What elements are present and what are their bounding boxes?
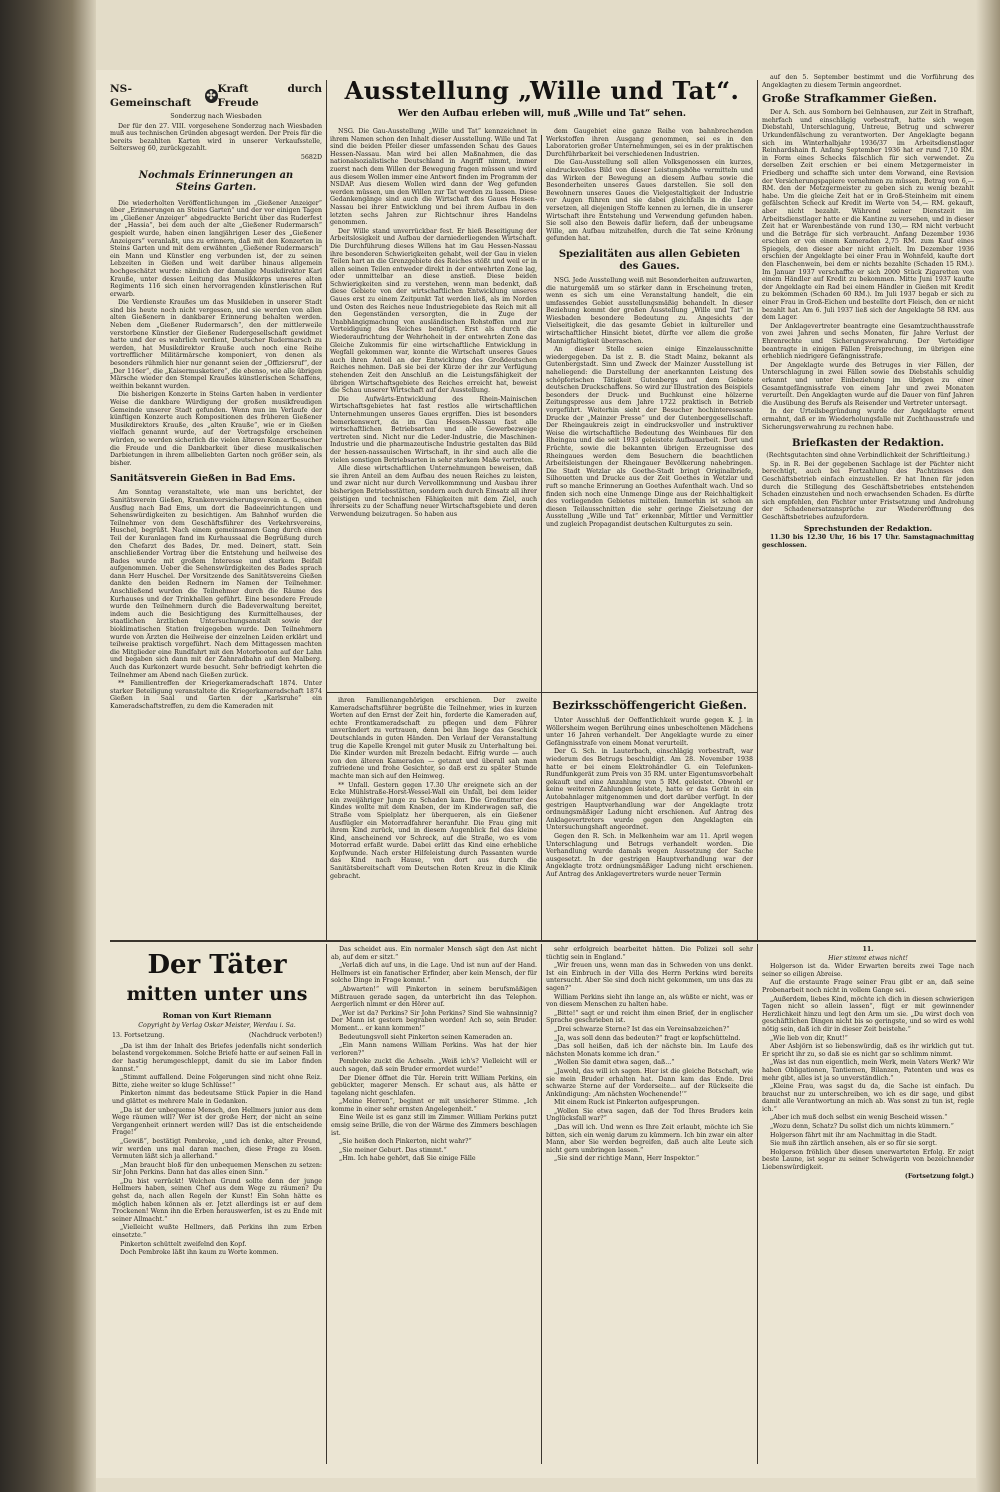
schoeffen-paragraph: Der G. Sch. in Lauterbach, einschlägig vorbestraft, war wiederum des Betrugs beschuldigt. Am 28. November 1938 hatte er bei einem Elektrohändler G. ein Telefunken-Rundfunkgerät zum Preis von 35 RM. unter Eigentumsvorbehalt gekauft und eine Anzahlung von 5 RM. geleistet. Obwohl er keine weiteren Zahlungen leistete, hatte er das Gerät in ein Autobahnlager mitgenommen und dort darüber verfügt. In der gestrigen Hauptverhandlung war der Angeklagte trotz ordnungsmäßiger Ladung nicht erschienen. Auf Antrag des Anklagevertreters wurde gegen den Angeklagten ein Untersuchungshaft angeordnet. — [546, 748, 753, 832]
column-rule — [326, 80, 327, 940]
roman-paragraph: „Vielleicht wußte Hellmers, daß Perkins ihn zum Erben einsetzte.“ — [112, 1224, 322, 1240]
section-rule — [110, 940, 976, 942]
verdict-paragraph: Der Anklagevertreter beantragte eine Gesamtzuchthausstrafe von zwei Jahren und sechs Monaten, für Jahre Verlust der Ehrenrechte und Sicherungsverwahrung. Der Verteidiger beantragte in einigen Fällen Freisprechung, im übrigen eine erheblich niedrigere Gefängnisstrafe. — [762, 322, 974, 361]
hours-title: Sprechstunden der Redaktion. — [803, 524, 933, 534]
roman-paragraph: „Das will ich. Und wenn es Ihre Zeit erlaubt, möchte ich Sie bitten, sich ein wenig darum zu kümmern. Ich bin zwar ein alter Mann, aber Sie werden begreifen, daß auch alte Leute sich nicht gern umbringen lassen.“ — [546, 1124, 753, 1154]
schoeffen-paragraph: Unter Ausschluß der Oeffentlichkeit wurde gegen K. J. in Wöllersheim wegen Berührung eines unbescholtenen Mädchens unter 16 Jahren verhandelt. Der Angeklagte wurde zu einer Gefängnisstrafe von einem Monat verurteilt. — [546, 717, 753, 747]
section-rule — [326, 692, 758, 693]
briefkasten-title: Briefkasten der Redaktion. — [792, 438, 944, 450]
roman-paragraph: „Wozu denn, Schatz? Du sollst dich um nichts kümmern.“ — [770, 1123, 954, 1131]
roman-copyright: Copyright by Verlag Oskar Meister, Werdau i. Sa. — [138, 1021, 296, 1029]
roman-paragraph: „Meine Herren“, beginnt er mit unsicherer Stimme. „Ich komme in einer sehr ernsten Angelegenheit.“ — [331, 1098, 537, 1113]
roman-paragraph: William Perkins sieht ihn lange an, als wüßte er nicht, was er von diesem Menschen zu halten habe. — [546, 993, 753, 1009]
roman-paragraph: Holgerson fröhlich über diesen unerwarteten Erfolg. Er zeigt beste Laune, ist sogar zu seiner Schwägerin von bezeichnender Liebenswürdigkeit. — [762, 1148, 974, 1172]
roman-reprint-note: (Nachdruck verboten!) — [248, 1032, 322, 1040]
kdf-subtitle: Sonderzug nach Wiesbaden — [170, 112, 262, 120]
roman-installment-line — [112, 1032, 322, 1040]
schoeffen-title: Bezirksschöffengericht Gießen. — [552, 699, 747, 712]
column-rule — [326, 944, 327, 1464]
roman-column-3 — [546, 946, 753, 1464]
roman-paragraph: Pembroke zuckt die Achseln. „Weiß ich's? Vielleicht will er auch sagen, daß sein Bruder ermordet wurde!“ — [331, 1058, 537, 1073]
roman-paragraph: Pinkerton schüttelt zweifelnd den Kopf. — [120, 1240, 247, 1248]
roman-paragraph: Holgerson fährt mit ihr am Nachmittag in die Stadt. — [770, 1131, 937, 1139]
roman-paragraph: „Stimmt auffallend. Deine Folgerungen sind nicht ohne Reiz. Bitte, ziehe weiter so kluge Schlüsse!“ — [112, 1074, 322, 1089]
ausstellung-column-1 — [330, 128, 537, 688]
roman-paragraph: Aber Asbjörn ist so liebenswürdig, daß es ihr wirklich gut tut. Er spricht ihr zu, so daß sie es nicht gar so schlimm nimmt. — [762, 1043, 974, 1058]
verdict-paragraph: In der Urteilsbegründung wurde der Angeklagte erneut ermahnt, daß er im Wiederholungsfalle mit Zuchthausstrafe und Sicherungsverwahrung zu rechnen habe. — [762, 408, 974, 431]
roman-paragraph: „Was ist das nun eigentlich, mein Werk, mein Vaters Werk? Wir haben Obligationen, Tantiemen, Bilanzen, Patenten und was es mehr gibt, alles ist ja so unverständlich.“ — [762, 1059, 974, 1082]
roman-paragraph: Doch Pembroke läßt ihn kaum zu Worte kommen. — [120, 1249, 279, 1257]
book-binding — [0, 0, 96, 1492]
chapter-number: 11. — [862, 946, 874, 953]
roman-paragraph: „Wer ist da? Perkins? Sir John Perkins? Sind Sie wahnsinnig? Der Mann ist gestern begraben worden! Ach so, sein Bruder. Moment... er kann kommen!“ — [331, 1009, 537, 1032]
strafkammer-paragraph: Der A. Sch. aus Somborn bei Gelnhausen, zur Zeit in Strafhaft, mehrfach und einschlägig vorbestraft, hatte sich wegen Diebstahl, Unterschlagung, Untreue, Betrug und schwerer Urkundenfälschung zu verantworten. Der Angeklagte begann sich im Winterhalbjahr 1936/37 im Arbeitsdienstlager Reinhardshain fl. Anfang September 1936 hat er rund 7,10 RM. in Form eines Schecks fälschlich für sich verwendet. Zu derselben Zeit erschien er bei einem Metzgermeister in Friedberg und schaffte sich unter dem Vorwand, eine Revision der Versicherungspapiere vornehmen zu müssen, Betrag von 6,— RM. den der Metzgermeister zu geben sich zu wenig bezahlt habe. Um die gleiche Zeit hat er in Groß-Steinheim mit einem gefälschten Scheck auf Kredit im Werte von 54,— RM. gekauft, aber nicht bezahlt. Während seiner Dienstzeit im Arbeitsdienstlager hatte er die Kantine zu versehen, und in dieser Zeit hat er Warenbestände von rund 130,— RM nicht verbucht und die Beträge für sich verbraucht. Anfang Dezember 1936 erschien er von einem Kameraden 2,75 RM. zum Kauf eines Spiegels, den dieser aber nicht erhielt. Im Dezember 1936 erschien der Angeklagte bei einer Frau in Wohnfeld, kaufte dort den Flaschenwein, bei dem er nichts bezahlte (Schaden 15 RM.). Im Januar 1937 verschaffte er sich 2000 Stück Zigaretten von einem Händler auf Kredit zu bekommen. Mitte Juni 1937 kaufte der Angeklagte ein Rad bei einem Händler in Gießen mit Kredit zu bekommen (Schaden 60 RM.). Im Juli 1937 begab er sich zu einer Frau in Groß-Eichen und bestellte dort Fleisch, den er nicht bezahlt hat. Am 6. Juli 1937 ließ sich der Angeklagte 58 RM. aus dem Lager. — [762, 109, 974, 322]
column-rule — [757, 944, 758, 1464]
roman-title-line2: mitten unter uns — [126, 983, 308, 1005]
roman-paragraph: „Sie heißen doch Pinkerton, nicht wahr?“ — [339, 1138, 472, 1146]
roman-paragraph: „Wollen Sie etwa sagen, daß der Tod Ihres Bruders kein Unglücksfall war?“ — [546, 1107, 753, 1123]
roman-paragraph: Sie muß ihn zärtlich ansehen, als er so für sie sorgt. — [770, 1140, 937, 1148]
roman-paragraph: „Du bist verrückt! Welchen Grund sollte denn der junge Hellmers haben, seinen Chef aus dem Wege zu räumen? Du gehst da, nach allen Regeln der Kunst! Ein Sohn hätte es möglich haben können als er. Jetzt allerdings ist er auf dem Trockenen! Wenn ihn die Erben herauswerfen, ist es zu Ende mit seiner Allmacht.“ — [112, 1177, 322, 1223]
right-top-text: auf den 5. September bestimmt und die Vorführung des Angeklagten zu diesem Termin angeordnet. — [762, 74, 974, 89]
roman-paragraph: „Gewiß“, bestätigt Pembroke, „und ich denke, alter Freund, wir werden uns mal daran machen, diese Frage zu lösen. Vermuten läßt sich ja allerhand.“ — [112, 1137, 322, 1161]
steins-paragraph: Die bisherigen Konzerte in Steins Garten haben in verdienter Weise die dankbare Würdigung der großen musikfreudigen Gemeinde unserer Stadt gefunden. Wenn nun im Verlaufe der künftigen Konzerte auch Kompositionen des früheren Gießener Musikdirektors Krauße, des „alten Krauße“, wie er in Gießen vielfach genannt wurde, auf der Vortragsfolge erscheinen würden, so werden sicherlich die vielen älteren Konzertbesucher die Freude und die Dankbarkeit über diese musikalischen Darbietungen in ihrem allbeliebten Garten noch größer sein, als bisher. — [110, 391, 322, 467]
roman-paragraph: „Kleine Frau, was sagst du da, die Sache ist einfach. Du brauchst nur zu unterschreiben, wo ich es dir sage, und gibst damit alle Verantwortung an mich ab. Was sonst zu tun ist, regle ich.“ — [762, 1083, 974, 1113]
left-column — [110, 82, 322, 938]
roman-paragraph: Auf die erstaunte Frage seiner Frau gibt er an, daß seine Probenarbeit noch nicht in vollem Gange sei. — [762, 979, 974, 994]
roman-paragraph: „Hm. Ich habe gehört, daß Sie einige Fälle — [339, 1155, 476, 1163]
roman-column-1 — [112, 1012, 322, 1464]
kdf-emblem-icon: ✣ — [206, 89, 216, 102]
roman-paragraph: „Drei schwarze Sterne? Ist das ein Vereinsabzeichen?“ — [554, 1025, 730, 1033]
spezial-title: Spezialitäten aus allen Gebieten des Gaues. — [558, 248, 741, 272]
ausstellung-paragraph: Die Aufwärts-Entwicklung des Rhein-Mainischen Wirtschaftsgebietes hat fast restlos alle wirtschaftlichen Unternehmungen unseres Gaues ergriffen. Dies ist besonders bemerkenswert, da im Gau Hessen-Nassau fast alle wirtschaftlichen Betriebsarten und alle Gewerbezweige vertreten sind. Nicht nur die Leder-Industrie, die Maschinen-Industrie und die pharmazeutische Industrie gestalten das Bild der hessen-nassauischen Wirtschaft, in ihr sind auch alle die vielen sonstigen Betriebsarten in sehr starkem Maße vertreten. — [330, 395, 537, 464]
steins-paragraph: Die Verdienste Kraußes um das Musikleben in unserer Stadt sind bis heute noch nicht vergessen, und sie werden von allen alten Gießenern in dankbarer Erinnerung behalten werden. Neben dem „Gießener Rudermarsch“, den der mittlerweile verstorbene Künstler der Gießener Rudergesellschaft gewidmet hatte und der es wahrlich verdient, Deutscher Rudermarsch zu werden, hat Musikdirektor Krauße auch noch eine Reihe vortrefflicher Militärmärsche komponiert, von denen als besonders rühmlich hier nur genannt seien der „Offiziersruf“, der „Der 116er“, die „Kaisermusketiere“, die ebenso, wie alle übrigen Märsche wieder den Stempel Kraußes künstlerischen Schaffens, weithin bekannt wurden. — [110, 299, 322, 390]
roman-paragraph: „Da ist ihm der Inhalt des Briefes jedenfalls nicht sonderlich belastend vorgekommen. Solche Briefe hatte er auf seinen Fall in der hastig herumgeschleppt, damit du sie im Labor finden kannst.“ — [112, 1042, 322, 1073]
roman-paragraph: „Wie lieb von dir, Knut!“ — [770, 1034, 848, 1042]
briefkasten-body: Sp. in R. Bei der gegebenen Sachlage ist der Pächter nicht berechtigt, auch bei Fortzahlung des Pachtzinses den Geschäftsbetrieb einfach einzustellen. Er hat Ihnen für jeden durch die Stillegung des Geschäftsbetriebes entstehenden Schaden einzustehen und noch erwachsenden Schaden. Es dürfte sich empfehlen, den Pächter unter Fristsetzung und Androhung der Schadenersatzansprüche zur Wiedereröffnung des Geschäftsbetriebes aufzufordern. — [762, 460, 974, 521]
roman-paragraph: sehr erfolgreich bearbeitet hätten. Die Polizei soll sehr tüchtig sein in England.“ — [546, 946, 753, 961]
briefkasten-subtitle: (Rechtsgutachten sind ohne Verbindlichkeit der Schriftleitung.) — [766, 452, 970, 460]
ausstellung-paragraph: NSG. Die Gau-Ausstellung „Wille und Tat“ kennzeichnet in ihrem Namen schon den Inhalt dieser Ausstellung. Wille und Tat sind die beiden Pfeiler dieser umfassenden Schau des Gaues Hessen-Nassau. Man wird bei allen Maßnahmen, die das nationalsozialistische Deutschland in Angriff nimmt, immer zuerst nach dem Willen der Bewegung fragen müssen und wird aus diesem Wollen immer eine Antwort finden im Programm der NSDAP. Aus diesem Wollen wird dann der Weg gefunden werden müssen, um den Willen zur Tat werden zu lassen. Diese Gedankengänge sind auch die Wirtschaft des Gaues Hessen-Nassau bei ihrer Entwicklung und bei ihrem Aufbau in den letzten sechs Jahren zur Richtschnur ihres Handelns genommen. — [330, 128, 537, 227]
roman-paragraph: „Sie sind der richtige Mann, Herr Inspektor.“ — [554, 1155, 700, 1163]
roman-paragraph: „Das soll heißen, daß ich der nächste bin. Im Laufe des nächsten Monats komme ich dran.“ — [546, 1043, 753, 1058]
roman-paragraph: „Wir freuen uns, wenn man das in Schweden von uns denkt. Ist ein Einbruch in der Villa des Herrn Perkins wird bereits untersucht. Aber Sie sind doch nicht gekommen, um uns das zu sagen?“ — [546, 962, 753, 992]
kdf-title-right: Kraft durch Freude — [217, 83, 322, 109]
page-edge — [976, 0, 1000, 1492]
schoeffen-column — [546, 697, 753, 937]
roman-paragraph: „Ein Mann namens William Perkins. Was hat der hier verloren?“ — [331, 1042, 537, 1057]
roman-paragraph: „Man braucht bloß für den unbequemen Menschen zu setzen: Sir John Perkins. Dann hat das alles einen Sinn.“ — [112, 1161, 322, 1177]
ausstellung-column-2 — [546, 128, 753, 688]
roman-paragraph: „Außerdem, liebes Kind, möchte ich dich in diesen schwierigen Tagen nicht so allein lassen“, fügt er mit gewinnender Herzlichkeit hinzu und legt den Arm um sie. „Du wirst doch von geschäftlichen Dingen nicht bis so geringste, und so wird es wohl nötig sein, daß ich dir in dieser Zeit beistehe.“ — [762, 995, 974, 1033]
kameradschaft-paragraph: ihren Familienangehörigen erschienen. Der zweite Kameradschaftsführer begrüßte die Teilnehmer, wies in kurzen Worten auf den Ernst der Zeit hin, forderte die Kameraden auf, echte Frontkameradschaft zu pflegen und dem Führer unverändert zu vertrauen, denn bei ihm liege das Geschick Deutschlands in guten Händen. Den Verlauf der Veranstaltung trug die Kapelle Krengel mit guter Musik zu Unterhaltung bei. Die Kinder wurden mit Brezeln bedacht. Eifrig wurde — auch von den älteren Kameraden — getanzt und überall sah man zufriedene und frohe Gesichter, so daß erst zu später Stunde machte man sich auf den Heimweg. — [330, 697, 537, 780]
schoeffen-paragraph: Gegen den R. Sch. in Melkenheim war am 11. April wegen Unterschlagung und Betrugs verhandelt worden. Die Verhandlung wurde damals wegen Aussetzung der Sache ausgesetzt. In der gestrigen Hauptverhandlung war der Angeklagte trotz ordnungsmäßiger Ladung nicht erschienen. Auf Antrag des Anklagevertreters wurde neuer Termin — [546, 832, 753, 878]
roman-paragraph: „Sie meiner Geburt. Das stimmt.“ — [339, 1146, 447, 1154]
roman-column-4 — [762, 946, 974, 1464]
kdf-body: Der für den 27. VIII. vorgesehene Sonderzug nach Wiesbaden muß aus technischen Gründen abgesagt werden. Der Preis für die bereits bezahlten Karten wird in unserer Verkaufsstelle, Seltersweg 60, zurückgezahlt. — [110, 122, 322, 153]
unfall-paragraph: ** Unfall. Gestern gegen 17.30 Uhr ereignete sich an der Ecke Mühlstraße-Horst-Wessel-Wall ein Unfall, bei dem leider ein zweijähriger Junge zu Schaden kam. Die Großmutter des Kindes wollte mit dem Knaben, der im Kinderwagen saß, die Straße vom Spielplatz her überqueren, als ein Gießener Ausflügler ein Motorradfahrer heranfuhr. Die Frau ging mit ihrem Kind zurück, und in diesem Augenblick fiel das kleine Kind, anscheinend vor Schreck, auf die Straße, wo es vom Motorrad erfaßt wurde. Dabei erlitt das Kind eine erhebliche Kopfwunde. Nach erster Hilfeleistung durch Passanten wurde das Kind nach Hause, von dort aus durch die Sanitätsbereitschaft vom Deutschen Roten Kreuz in die Klinik gebracht. — [330, 781, 537, 880]
steins-paragraph: Die wiederholten Veröffentlichungen im „Gießener Anzeiger“ über „Erinnerungen an Steins Garten“ und der vor einigen Tagen im „Gießener Anzeiger“ abgedruckte Bericht über das Ruderfest der „Hassia“, bei dem auch der alte „Gießener Rudermarsch“ gespielt wurde, haben einen langjährigen Leser des „Gießener Anzeigers“ veranlaßt, uns zu erinnern, daß mit den Konzerten in Steins Garten und mit dem erwähnten „Gießener Rudermarsch“ ein Mann und Künstler eng verbunden ist, der zu seinen Lebzeiten in Gießen und weit darüber hinaus allgemein hochgeschätzt wurde: nämlich der damalige Musikdirektor Karl Krauße, unter dessen Leitung das Musikkorps unseres alten Regiments 116 sich einen hervorragenden künstlerischen Ruf erwarb. — [110, 199, 322, 298]
spezial-paragraph: NSG. Jede Ausstellung weiß mit Besonderheiten aufzuwarten, die naturgemäß um so stärker dann in Erscheinung treten, wenn es sich um eine Veranstaltung handelt, die ein umfassendes Gebiet ausstellungsmäßig behandelt. In dieser Beziehung kommt der großen Ausstellung „Wille und Tat“ in Wiesbaden besondere Bedeutung zu. Angesichts der Vielseitigkeit, die das gesamte Gebiet in kultureller und wirtschaftlicher Hinsicht bietet, dürfte vor allem die große Mannigfaltigkeit überraschen. — [546, 276, 753, 345]
column-rule — [541, 135, 542, 940]
ausstellung-paragraph: dem Gaugebiet eine ganze Reihe von bahnbrechenden Werkstoffen ihren Ausgang genommen, sei es in den Laboratorien großer Unternehmungen, sei es in der praktischen Durchführbarkeit bei verschiedenen Industrien. — [546, 128, 753, 158]
kdf-header — [110, 82, 322, 110]
steins-title: Nochmals Erinnerungen an Steins Garten. — [138, 169, 294, 193]
sanitaet-paragraph: Am Sonntag veranstaltete, wie man uns berichtet, der Sanitätsverein Gießen, Krankenversicherungsverein a. G., einen Ausflug nach Bad Ems, um dort die Badeeinrichtungen und Sehenswürdigkeiten zu besichtigen. Am Bahnhof wurden die Teilnehmer von dem Geschäftsführer des Verkehrsvereins, Huschel, begrüßt. Nach einem gemeinsamen Gang durch einen Teil der Kuranlagen fand im Kurhaussaal die Begrüßung durch den Chefarzt des Bades, Dr. med. Deinert, statt. Sein anschließender Vortrag über die Entstehung und heilweise des Bades wurde mit großem Interesse und starkem Beifall aufgenommen. Ueber die Sehenswürdigkeiten des Bades sprach dann Herr Huschel. Der Vorsitzende des Sanitätsvereins Gießen dankte den beiden Rednern im Namen der Teilnehmer. Anschließend wurden die Teilnehmer durch die Räume des Kurhauses und der Trinkhallen geführt. Eine besondere Freude wurde den Teilnehmern durch die Badeverwaltung bereitet, indem auch die Besichtigung des Kurmittelhauses, der staatlichen ärztlichen Untersuchungsanstalt sowie der bioklimatischen Station freigegeben wurde. Den Teilnehmern wurde von Ärzten die Heilweise der einzelnen Leiden erklärt und teilweise praktisch vorgeführt. Nach dem Mittagessen machten die Mitglieder eine Rundfahrt mit den Motorbooten auf der Lahn und begaben sich dann mit der Zahnradbahn auf den Malberg. Auch das Kurkonzert wurde besucht. Sehr befriedigt kehrten die Teilnehmer am Abend nach Gießen zurück. — [110, 489, 322, 679]
roman-title-line1: Der Täter — [147, 950, 287, 980]
right-column — [762, 74, 974, 938]
sanitaet-title: Sanitätsverein Gießen in Bad Ems. — [110, 473, 296, 485]
column-rule — [541, 944, 542, 1464]
roman-paragraph: „Ja, was soll denn das bedeuten?“ fragt er kopfschüttelnd. — [554, 1034, 741, 1042]
ausstellung-paragraph: Alle diese wirtschaftlichen Unternehmungen beweisen, daß sie ihren Anteil an dem Aufbau des neuen Reiches zu leisten, und zwar nicht nur durch Vervollkommnung und Ausbau ihrer bisherigen Betriebsstätten, sondern auch durch Einsatz all ihrer geistigen und technischen Fähigkeiten mit dem Ziel, auch ihrerseits zu der Schaffung neuer Wirtschaftsgebiete und deren Verwendung beizutragen. So haben aus — [330, 465, 537, 518]
roman-paragraph: „Da ist der unbequeme Mensch, den Hellmers junior aus dem Wege räumen will? Wer ist der große Herr, der nicht an seine Vergangenheit erinnert werden will? Das ist die entscheidende Frage!“ — [112, 1106, 322, 1137]
spezial-paragraph: An dieser Stelle seien einige Einzelausschnitte wiedergegeben. Da ist z. B. die Stadt Mainz, bekannt als Gutenbergstadt. Sinn und Zweck der Mainzer Ausstellung ist naheliegend: die Darstellung der anerkannten Leistung des schöpferischen Tätigkeit Gutenbergs auf dem Gebiete deutschen Druckschaffens. So wird zur Illustration des Beispiels besonders der Druck- und Buchkunst eine hölzerne Zeitungspresse aus dem Jahre 1722 praktisch in Betrieb vorgeführt. Weiterhin sieht der Besucher hochinteressante Drucke der „Mainzer Presse“ und der Gutenberggesellschaft. Der Rheingaukreis zeigt in eindrucksvoller und instruktiver Weise die wirtschaftliche Bedeutung des Weinbaues für den Rheingau und die seit 1933 geleistete Aufbauarbeit. Dort und Früchte, sowie die bekannten übrigen Erzeugnisse des Rheingaues werden dem Besuchern die beachtlichen Arbeitsleistungen der Rheingauer Bevölkerung nahebringen. Die Stadt Wetzlar als Goethe-Stadt bringt Originalbriefe, Silhouetten und Drucke aus der Zeit Goethes in Wetzlar und ruft so manche Erinnerung an Goethes Aufenthalt wach. Und so finden sich noch eine Unmenge Dinge aus der Reichhaltigkeit des vorliegenden Gebietes mitteilen. Immerhin ist schon an diesen Teilausschnitten die sehr geringe Zielsetzung der Ausstellung „Wille und Tat“ erkennbar, Mittler und Vermittler und zugleich Propagandist deutschen Kulturgutes zu sein. — [546, 346, 753, 528]
roman-paragraph: Pinkerton nimmt das bedeutsame Stück Papier in die Hand und glättet es mehrere Male in Gedanken. — [112, 1090, 322, 1105]
ausstellung-paragraph: Die Gau-Ausstellung soll allen Volksgenossen ein kurzes, eindrucksvolles Bild von dieser Leistungshöhe vermitteln und das Wirken der Bewegung an diesem Aufbau sowie die Besonderheiten unseres Gaues darstellen. Sie soll den Bewohnern unseres Gaues die Vielgestaltigkeit der Industrie vor Augen führen und sie dabei gleichfalls in die Lage versetzen, all diejenigen Stoffe kennen zu lernen, die in unserer Wirtschaft ihre Entstehung und Verwendung gefunden haben. Sie soll also den Beweis dafür liefern, daß der unbeugsame Wille, am Aufbau mitzuhelfen, durch die Tat seine Krönung gefunden hat. — [546, 159, 753, 243]
local-news-column — [330, 697, 537, 937]
ausstellung-paragraph: Der Wille stand unverrückbar fest. Er hieß Beseitigung der Arbeitslosigkeit und Aufbau der darniederliegenden Wirtschaft. Die Durchführung dieses Willens hat im Gau Hessen-Nassau ihre besonderen Schwierigkeiten gehabt, weil der Gau in vielen Teilen hart an die Grenzgebiete des Reiches stößt und weil er in allen seinen Teilen entweder direkt in der entwehrten Zone lag, oder unmittelbar an diese anstieß. Diese beiden Schwierigkeiten sind zu verstehen, wenn man bedenkt, daß diese Gebiete von der wirtschaftlichen Entwicklung unseres Gaues erst zu einem Zeitpunkt Tat werden ließ, als im Norden und Osten des Reiches neue Industriegebiete das Reich mit all den Gegenständen versorgten, die in Zuge der Unabhängigmachung von ausländischen Rohstoffen und zur Verteidigung des Reiches benötigt. Erst als durch die Wiederaufrichtung der Wehrhoheit in der entwehrten Zone das Gleiche Zukommis für eine wirtschaftliche Entwicklung in Wegfall gekommen war, konnte die Wirtschaft unseres Gaues auch ihren Anteil an der Entwicklung des Großdeutschen Reiches nehmen. Daß sie bei der Kürze der ihr zur Verfügung stehenden Zeit den Anschluß an die Leistungsfähigkeit der übrigen Wirtschaftsgebiete des Reiches erreicht hat, beweist die Schau unserer Wirtschaft auf der Ausstellung. — [330, 227, 537, 395]
ausstellung-title: Ausstellung „Wille und Tat“. — [344, 76, 740, 105]
kdf-ref: 5682D — [300, 153, 322, 161]
roman-paragraph: „Verlaß dich auf uns, in die Lage. Und ist nun auf der Hand. Hellmers ist ein fanatischer Erfinder, aber kein Mensch, der für solche Dinge in Frage kommt.“ — [331, 962, 537, 985]
roman-paragraph: „Bitte!“ sagt er und reicht ihm einen Brief, der in englischer Sprache geschrieben ist. — [546, 1009, 753, 1025]
ausstellung-subtitle: Wer den Aufbau erleben will, muß „Wille und Tat“ sehen. — [397, 109, 687, 119]
roman-paragraph: „Wollen Sie damit etwa sagen, daß...“ — [554, 1059, 675, 1067]
roman-column-2 — [331, 946, 537, 1464]
roman-paragraph: Holgerson ist da. Wider Erwarten bereits zwei Tage nach seiner so eiligen Abreise. — [762, 963, 974, 978]
column-rule — [757, 80, 758, 940]
hours-text: 11.30 bis 12.30 Uhr, 16 bis 17 Uhr. Samstagnachmittag geschlossen. — [762, 534, 974, 549]
roman-paragraph: „Jawohl, das will ich sagen. Hier ist die gleiche Botschaft, wie sie mein Bruder erhalten hat. Dann kam das Ende. Drei schwarze Sterne auf der Vorderseite... auf der Rückseite die Ankündigung: ‚Am nächsten Wochenende!‘“ — [546, 1067, 753, 1098]
roman-paragraph: Eine Weile ist es ganz still im Zimmer. William Perkins putzt emsig seine Brille, die von der Wärme des Zimmers beschlagen ist. — [331, 1114, 537, 1137]
chapter-title: Hier stimmt etwas nicht! — [828, 954, 908, 962]
kdf-title-left: NS-Gemeinschaft — [110, 83, 192, 109]
continued-note: (Fortsetzung folgt.) — [904, 1172, 974, 1180]
sanitaet-paragraph: ** Familientreffen der Kriegerkameradschaft 1874. Unter starker Beteiligung veranstaltete die Kriegerkameradschaft 1874 Gießen in Saal und Garten der „Karlsruhe“ ein Kameradschaftstreffen, zu dem die Kameraden mit — [110, 680, 322, 710]
roman-paragraph: „Abwarten!“ will Pinkerton in seinem berufsmäßigen Mißtrauen gerade sagen, da unterbricht ihn das Telephon. Aergerlich nimmt er den Hörer auf. — [331, 985, 537, 1009]
verdict-paragraph: Der Angeklagte wurde des Betruges in vier Fällen, der Unterschlagung in zwei Fällen sowie des Diebstahls schuldig erkannt und unter Einbeziehung im übrigen zu einer Gesamtgefängnisstrafe von einem Jahr und zwei Monaten verurteilt. Den Angeklagten wurde auf die Dauer von fünf Jahren die Ausübung des Berufs als Reisender und Vertreter untersagt. — [762, 361, 974, 407]
roman-installment: 13. Fortsetzung. — [112, 1032, 165, 1040]
roman-paragraph: Bedeutungsvoll sieht Pinkerton seinen Kameraden an. — [339, 1033, 513, 1041]
roman-paragraph: „Aber ich muß doch selbst ein wenig Bescheid wissen.“ — [770, 1114, 948, 1122]
roman-paragraph: Mit einem Ruck ist Pinkerton aufgesprungen. — [554, 1099, 700, 1107]
roman-paragraph: Das scheidet aus. Ein normaler Mensch sägt den Ast nicht ab, auf dem er sitzt.“ — [331, 946, 537, 961]
roman-author: Roman von Kurt Riemann — [162, 1012, 272, 1020]
strafkammer-title: Große Strafkammer Gießen. — [762, 92, 937, 106]
roman-paragraph: Der Diener öffnet die Tür. Herein tritt William Perkins, ein gebückter, magerer Mensch. Er schaut aus, als hätte er tagelang nicht geschlafen. — [331, 1074, 537, 1097]
